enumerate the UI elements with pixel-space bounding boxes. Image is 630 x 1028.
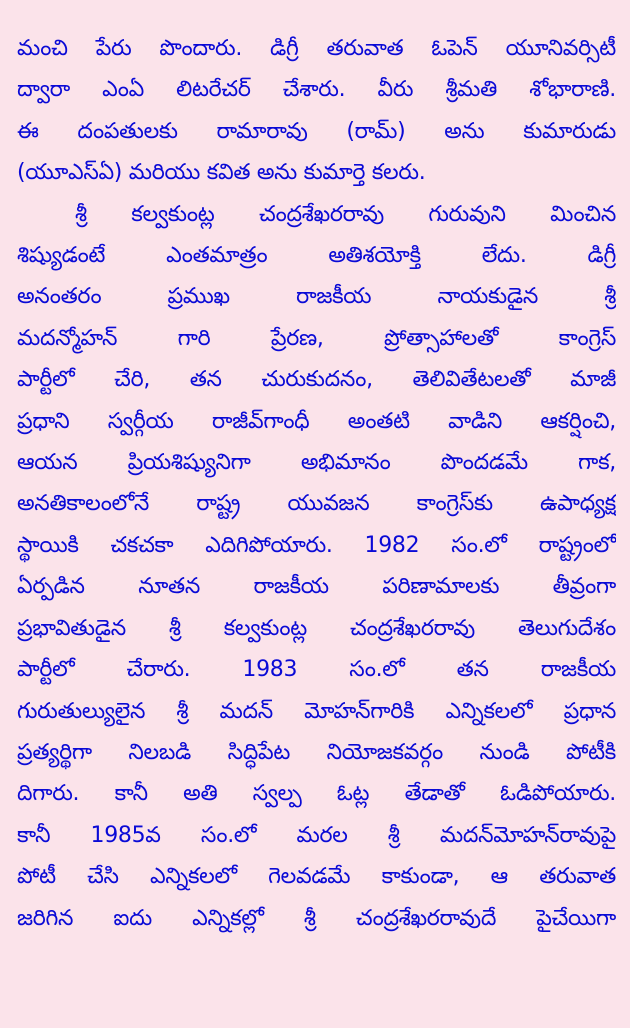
text-line: (యూఎస్ఏ) మరియు కవిత అను కుమార్తె కలరు. [17,160,426,186]
text-line: పార్టీలో చేరారు. 1983 సం.లో తన రాజకీయ [17,657,616,683]
text-line: మదన్మోహన్ గారి ప్రేరణ, ప్రోత్సాహాలతో కాంగ్రెస్ [17,325,616,351]
text-line: ప్రధాని స్వర్గీయ రాజీవ్‌గాంధీ అంతటి వాడిని ఆకర్షించి, [17,408,616,434]
text-line: కానీ 1985వ సం.లో మరల శ్రీ మదన్‌మోహన్‌రావుపై [17,822,616,848]
text-line: స్థాయికి చకచకా ఎదిగిపోయారు. 1982 సం.లో రాష్ట్రంలో [17,532,616,558]
text-line: దిగారు. కానీ అతి స్వల్ప ఓట్ల తేడాతో ఓడిపోయారు. [17,781,616,807]
text-line: అనతికాలంలోనే రాష్ట్ర యువజన కాంగ్రెస్‌కు ఉపాధ్యక్ష [17,491,616,517]
text-line: జరిగిన ఐదు ఎన్నికల్లో శ్రీ చంద్రశేఖరరావుదే పైచేయిగా [17,905,616,931]
text-line: అనంతరం ప్రముఖ రాజకీయ నాయకుడైన శ్రీ [17,284,616,310]
text-line: ప్రభావితుడైన శ్రీ కల్వకుంట్ల చంద్రశేఖరరావు తెలుగుదేశం [17,615,616,641]
text-line: ఆయన ప్రియశిష్యునిగా అభిమానం పొందడమే గాక, [17,450,616,476]
text-line: ద్వారా ఎంఏ లిటరేచర్ చేశారు. వీరు శ్రీమతి శోభారాణి. [17,77,616,103]
paragraph-first-line: శ్రీ కల్వకుంట్ల చంద్రశేఖరరావు గురువుని మించిన [75,201,616,227]
text-line: ఏర్పడిన నూతన రాజకీయ పరిణామాలకు తీవ్రంగా [17,574,616,600]
text-line: పార్టీలో చేరి, తన చురుకుదనం, తెలివితేటలతో మాజీ [17,367,616,393]
text-line: మంచి పేరు పొందారు. డిగ్రీ తరువాత ఓపెన్ యూనివర్సిటీ [17,36,616,61]
text-line: గురుతుల్యులైన శ్రీ మదన్ మోహన్‌గారికి ఎన్నికలలో ప్రధాన [17,698,616,724]
text-line: పోటీ చేసి ఎన్నికలలో గెలవడమే కాకుండా, ఆ తరువాత [17,864,616,890]
text-line: ప్రత్యర్థిగా నిలబడి సిద్ధిపేట నియోజకవర్గం నుండి పోటీకి [17,739,616,765]
text-line: ఈ దంపతులకు రామారావు (రామ్) అను కుమారుడు [17,118,616,144]
text-line: శిష్యుడంటే ఎంతమాత్రం అతిశయోక్తి లేదు. డిగ్రీ [17,243,616,269]
